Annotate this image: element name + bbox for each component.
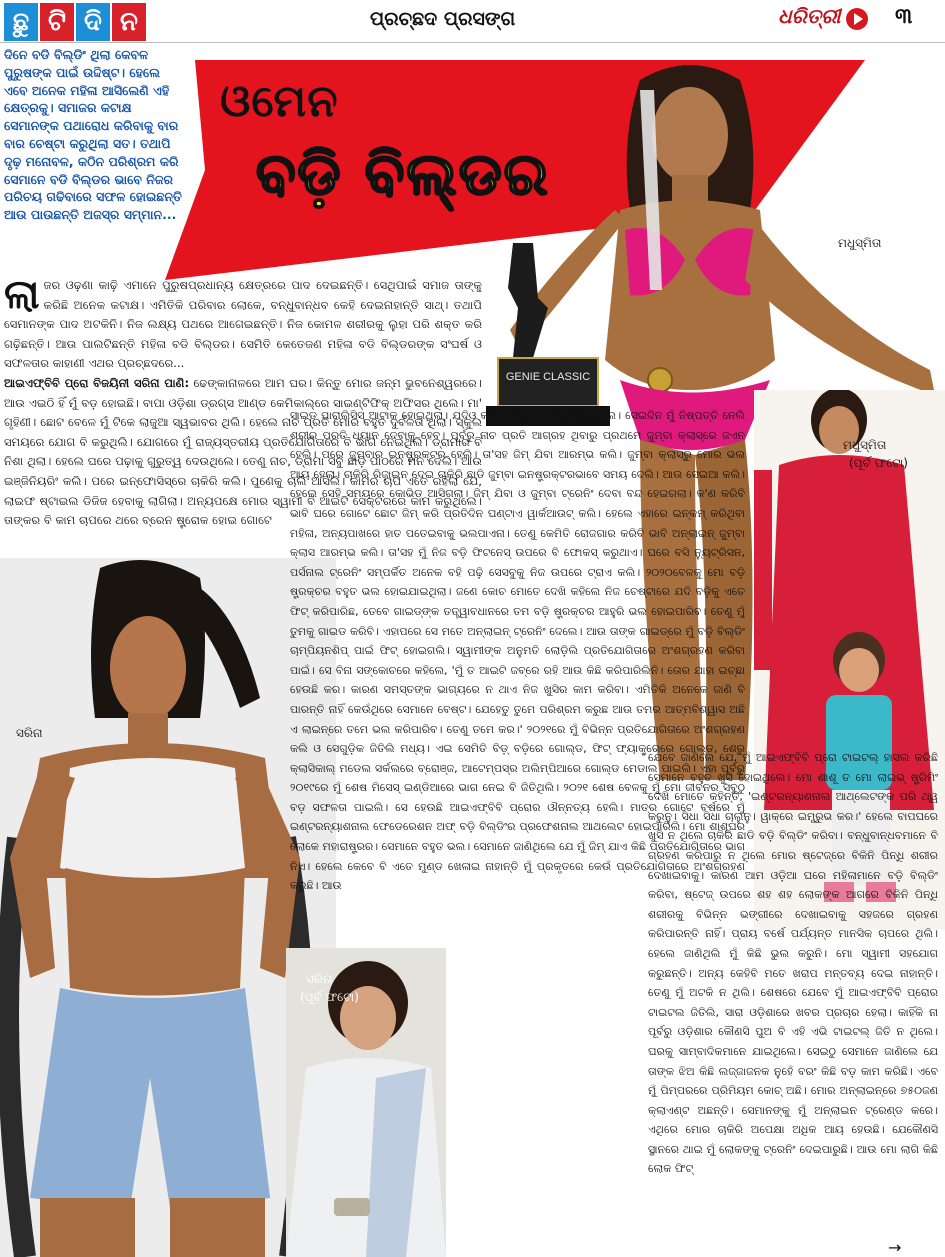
- page-header: [0, 0, 945, 43]
- caption-sarina: ସରିନା: [16, 726, 43, 740]
- body-para-2: ଢେଙ୍କାନାଳରେ ଆମ ଘର। କିନ୍ତୁ ମୋର ଜନ୍ମ ଭୁବନେଶ୍ୱରରେ। ଆଉ ଏଇଠି ହିଁ ମୁଁ ବଡ଼ ହୋଇଛି। ବାପା ଓଡ଼ିଶା ଡ୍ରଗ୍‌ସ ଆଣ୍ଡ କେମିକାଲ୍‌ରେ ସାଇଣ୍ଟିଫିକ୍ ଅଫିସର ଥିଲେ। ମା' ଗୃହିଣୀ। ଛୋଟ ବେଳେ ମୁଁ ଟିକେ ଲାଜୁଆ ସ୍ୱଭାବର ଥିଲି। ହେଲେ ନାଚ ପ୍ରତି ମୋର ବହୁତ ଦୁର୍ବଳତା ଥିଲା। ସ୍କୁଲ ସମୟରେ ଯୋଗ ବି କରୁଥିଲି। ଯୋଗରେ ମୁଁ ରାଜ୍ୟସ୍ତରୀୟ ପ୍ରତିଯୋଗିତାରେ ବି ଭାଗ ନେଇଥିଲି। ଡ୍ରାମାର ବି ନିଶା ଥିଲା। ହେଲେ ଘରେ ପଢ଼ାକୁ ଗୁରୁତ୍ୱ ଦେଉଥିଲେ। ତେଣୁ ନାଚ, ଡ୍ରାମା ସବୁ ଛାଡ଼ି ପାଠରେ ମନ ଦେଲି। ଆଉ ଇଞ୍ଜିନିୟରିଂ କଲି। ପରେ ଇନ୍‌ଫୋସିସ୍‌ରେ ଚାକିରି କଲି। ପୁଣେକୁ ଚାଲି ଆସିଲି। କାମର ଚାପ ଏତେ ରହିଲା ଯେ, ଲାଇଫ ଷ୍ଟାଇଲ ଡିଜିଜ ହେବାକୁ ଲାଗିଲା। ଅନ୍ୟପକ୍ଷେ ମୋର ସ୍ୱାମୀ ବି ଆଇଟି ସେକ୍ଟରରେ କାମ କରୁଥିଲେ। ତାଙ୍କର ବି କାମ ଚାପରେ ଥରେ ବ୍ରେନ ଷ୍ଟ୍ରୋକ ହୋଇ ଗୋଟେ: [4, 375, 482, 528]
- newspaper-logo: ଧରିତ୍ରୀ: [778, 4, 841, 28]
- section-letter: [76, 3, 110, 41]
- headline-line2: ବଡ଼ି ବିଲ୍‌ଡର: [256, 140, 550, 208]
- body-para-4: ଯେବେ ଜାଣିଲେ ଯେ, ମୁଁ ଆଇଏଫ୍‌ବିବି ପ୍ରୋ ଟାଇଟଲ୍ ହାସଲ କରିଛି ସେମାନେ ବହୁତ ଖୁସି ହୋଇଥିଲେ। ମୋ ଶାଶୂ ତ ମୋ ଲାଇଭ୍ ଷ୍ଟ୍ରିମିଂ ଦେଖି ମୋତେ କହିନ୍ତି, 'ଇଣ୍ଟରନ୍ୟାଶନାଲ ଆଥ୍‌ଲେଟଙ୍କ ପରି ଥ୍ୱ କରୁନୁ। ସିଧା ସିଧା ଚାଲୁନୁ। ୱାକ୍‌ରେ ଇମ୍ପ୍ରୁଭ କର।' ହେଲେ ବାପଘରେ ଖୁସି ନ ଥିଲେ ଚାକିରି ଛାଡି ବଡ଼ି ବିଲ୍ଡିଂ କରିବା। ବନ୍ଧୁବାନ୍ଧବମାନେ ବି ଗ୍ରହଣ କରିପାରୁ ନ ଥିଲେ ମୋର ଷ୍ଟେଜ୍‌ରେ ବିକିନି ପିନ୍ଧି ଶରୀର ଦେଖାଇବାକୁ। କାରଣ ଆମ ଓଡ଼ିଆ ଘରେ ମହିଳାମାନେ ବଡ଼ି ବିଲ୍ଡିଂ କରିବା, ଷ୍ଟେଜ୍ ଉପରେ ଶହ ଶହ ଲୋକଙ୍କ ଆଗରେ ବିକିନି ପିନ୍ଧି ଶରୀରକୁ ବିଭିନ୍ନ ଭଙ୍ଗୀରେ ଦେଖାଇବାକୁ ସହଜରେ ଗ୍ରହଣ କରିପାରନ୍ତି ନାହିଁ। ପ୍ରାୟ ବର୍ଷେ ପର୍ଯ୍ୟନ୍ତ ମାନସିକ ଚାପରେ ଥିଲି। ହେଲେ ଜାଣିଥିଲି ମୁଁ କିଛି ଭୁଲ କରୁନି। ମୋ ସ୍ୱାମୀ ସହଯୋଗ କରୁଛନ୍ତି। ଅନ୍ୟ କେହିବି ମତେ ଖରାପ ମନ୍ତବ୍ୟ ଦେଇ ନାହାନ୍ତି। ତେଣୁ ମୁଁ ଅଟକି ନ ଥିଲି। ଶେଷରେ ଯେବେ ମୁଁ ଆଇଏଫ୍‌ବିବି ପ୍ରୋର ଟାଇଟଲ ଜିତିଲି, ସାରା ଓଡ଼ିଶାରେ ଖବର ପ୍ରଚାର ହେଲା। କାହିଁକି ନା ପୂର୍ବରୁ ଓଡ଼ିଶାର କୌଣସି ପୁଅ ବି ଏହି ଏଭି ଟାଇଟଲ୍ ଜିତି ନ ଥିଲେ। ଘରକୁ ସାମ୍ବାଦିକମାନେ ଯାଇଥିଲେ। ସେଇଠୁ ସେମାନେ ଜାଣିଲେ ଯେ ତାଙ୍କ ଝିଅ କିଛି ଲଜ୍ଜାଜନକ ନୁହେଁ ବରଂ କିଛି ବଡ଼ କାମ କରିଛି। ଏବେ ମୁଁ ପିମ୍ପରରେ ପ୍ରିମିୟମ କୋଚ୍ ଅଛି। ମୋର ଅନ୍‌ଲାଇନ୍‌ରେ ୭୫୦ଜଣ କ୍ଲାଏଣ୍ଟ ଅଛନ୍ତି। ସେମାନଙ୍କୁ ମୁଁ ଅନ୍‌ଲାଇନ ଟ୍ରେଣ୍ଡ କରେ। ଏଥିରେ ମୋର ଚାକିରି ଅପେକ୍ଷା ଅଧିକ ଆୟ ହେଉଛି। ଯେକୌଣସି ସ୍ଥାନରେ ଥାଇ ମୁଁ ଲୋକଙ୍କୁ ଟ୍ରେନିଂ ଦେଇପାରୁଛି। ଆଉ ମୋ ଲାଗି କିଛି ଲୋକ ଫିଟ୍: [648, 751, 938, 1176]
- trophy-image: [478, 238, 618, 428]
- caption-madhusmita: ମଧୁସ୍ମିତା: [838, 236, 882, 250]
- section-letter-text: ଛୁ: [12, 7, 30, 37]
- sarina-lead: ଆଇଏଫ୍‌ବିବି ପ୍ରୋ ବିଜୟିନୀ ସରିନା ପାଣି:: [4, 375, 190, 390]
- caption-sarina-old-sub: (ପୂର୍ବ ଫଟୋ): [300, 990, 359, 1004]
- page-number: ୩: [895, 4, 913, 29]
- body-column-right: [648, 748, 938, 1179]
- section-letter: [4, 3, 38, 41]
- section-letter-text: ଟି: [47, 7, 67, 37]
- headline-line1: ଓମେନ: [220, 76, 339, 127]
- section-letter-text: ଦି: [84, 7, 102, 37]
- section-letter: [40, 3, 74, 41]
- section-letter: [112, 3, 146, 41]
- continue-arrow-icon: →: [888, 1238, 902, 1257]
- caption-sarina-old: ସରିନା: [306, 972, 333, 986]
- play-icon: [846, 8, 868, 30]
- body-para-3: ସାଇଡ ପାରାଲିସିସ୍ ଆଟାକ ହୋଇଥିଲା। ଯଦିଓ କମ୍ ଦିନରେ ସେ ସୁସ୍ଥ ହୋଇଗଲେ। ସେଇଦିନ ମୁଁ ନିଷ୍ପତ୍ତି ନେଲି ଶରୀର ପ୍ରତି ଧ୍ୟାନ ଦେବାକୁ ହେବ। ପୂର୍ବରୁ ନାଚ ପ୍ରତି ଆଗ୍ରହ ଥିବାରୁ ପ୍ରଥମେ ଜୁମ୍ବା କ୍ଲାସ୍‌ରେ ଜଏନ ହେଲି। ପରେ ଜୁମ୍ବାର ଇନଷ୍ଟ୍ରକ୍ଟର ହେଲି। ତା'ସହ ଜିମ୍ ଯିବା ଆରମ୍ଭ କଲି। ଜୁମ୍ବା କ୍ଲାସ୍‌ରୁ ମୋର ଭଲ ଆୟ ହେଲା। ଚାକିରି ରିଜ଼ାଇନ ଦେଇ ଚାକିରି ଛାଡି ଜୁମ୍ବା ଇନଷ୍ଟ୍ରକ୍ଟରଭାବେ ସମୟ ଦେଲି। ଆଉ ସେଇଆ କଲି। ହେଲେ ସେହି ସମୟରେ କୋଭିଡ୍ ଆସିଗଲା। ଜିମ୍ ଯିବା ଓ ଜୁମ୍ବା ଟ୍ରେନିଂ ଦେବା ବନ୍ଦ ହେଇଗଲା। କ'ଣ କରିବି ଭାବି ଘରେ ଗୋଟେ ଛୋଟ ଜିମ୍ କରି ପ୍ରତିଦିନ ଘଣ୍ଟାଏ ୱାର୍କଆଉଟ୍ କଲି। ହେଲେ ଏହାରେ ଇନ୍‌କମ୍ କରିଥିବା ମହିଳା, ଅନ୍ୟପାଖରେ ହାତ ପତେଇବାକୁ ଭଲପାଏନା। ତେଣୁ କେମିତି ରୋଜଗାର କରିବି ଭାବି ଅନ୍‌ଲାଇନ୍ ଜୁମ୍ବା କ୍ଲାସ ଆରମ୍ଭ କଲି। ତା'ସହ ମୁଁ ନିଜ ବଡ଼ି ଫିଟନେସ୍ ଉପରେ ବି ଫୋକସ୍ କରୁଥାଏ। ଘରେ ବସି ନ୍ୟୁଟ୍ରିସନ, ପର୍ସନାଲ ଟ୍ରେନିଂ ସମ୍ପର୍କିତ ଅନେକ ବହି ପଢ଼ି ସେସବୁକୁ ନିଜ ଉପରେ ଟ୍ରାଏ କଲି। ୨୦୨୦ବେଳକୁ ମୋ ବଡ଼ି ଷ୍ଟ୍ରକ୍ଚର ବହୁତ ଭଲ ହୋଇଯାଇଥିଲା। ଜଣେ କୋଚ ମୋତେ ଦେଖି କହିଲେ ନିଜ ଚେଷ୍ଟାରେ ଯଦି ବଡ଼ିକୁ ଏତେ ଫିଟ୍ କରିପାରିଛ, ତେବେ ଗାଇଡ୍‌ଙ୍କ ତତ୍ତ୍ୱାବଧାନରେ ତମ ବଡ଼ି ଷ୍ଟ୍ରକ୍ଚର ଆହୁରି ଭଲ ହୋଇପାରିବ। ତେଣୁ ମୁଁ ତୁମକୁ ଗାଇଡ କରିବି। ଏହାପରେ ସେ ମତେ ଅନ୍‌ଲାଇନ୍ ଟ୍ରେନିଂ ଦେଲେ। ଆଉ ତାଙ୍କ ଗାଇଡ୍‌ରେ ମୁଁ ବଡ଼ି ବିଲ୍ଡିଂ ଚାମ୍ପିୟନଶିପ୍ ପାଇଁ ଫିଟ୍ ହୋଇଗଲି। ସ୍ୱାମୀଙ୍କ ଅନୁମତି ଲୋଡ଼ିଲି ପ୍ରତିଯୋଗିତାରେ ଅଂଶଗ୍ରହଣ କରିବା ପାଇଁ। ସେ ବିନା ସଙ୍କୋଚରେ କହିଲେ, 'ମୁଁ ତ ଆଇଟି ଜବ୍‌ରେ ରହି ଆଉ କିଛି କରିପାରିଲିନି। ତୋର ଯାହା ଇଚ୍ଛା ହେଉଛି କର। କାରଣ ସମସ୍ତଙ୍କ ଭାଗ୍ୟରେ ନ ଥାଏ ନିଜ ଖୁସିର କାମ କରିବା। ଏମିତିକି ଅନେକେ ଜାଣି ବି ପାରନ୍ତି ନାହିଁ କେଉଁଥିରେ ସେମାନେ ବେଷ୍ଟ। ଯେହେତୁ ତୁମେ ପରିଶ୍ରମ କରୁଛ ଆଉ ତମର ଆତ୍ମବିଶ୍ୱାସ ଅଛି ଏ ଲାଇନ୍‌ରେ ତମେ ଭଲ କରିପାରିବ। ତେଣୁ ତମେ କର।' ୨୦୨୧ରେ ମୁଁ ବିଭିନ୍ନ ପ୍ରତିଯୋଗିତାରେ ଅଂଶଗ୍ରହଣ କଲି ଓ ସେଗୁଡ଼ିକ ଜିତିଲି ମଧ୍ୟ। ଏଇ ସେମିତି ବିଡ଼୍ ବଡ଼ିରେ ଗୋଲ୍ଡ, ଫିଟ୍ ଫ୍ୟାକ୍ଟ୍ରେରେ ଗୋଲ୍ଡ, ଶେରୁ କ୍ଲାସିକାଲ୍ ମଡେଲ ସର୍କଲରେ ବ୍ରୋଞ୍ଜ, ଆଟେମ୍ପସ୍‌ର ଅଲିମ୍ପିଆରେ ଗୋଲ୍ଡ ମେଡାଲ ପାଇଲି। ଏହା ପୂର୍ବରୁ ୨୦୧୯ରେ ମୁଁ ଶେଷ ମିସେସ୍ ଇଣ୍ଡିଆରେ ଭାଗ ନେଇ ବି ଜିତିଥିଲି। ୨୦୨୧ ଶେଷ ବେଳକୁ ମୁଁ ମୋ ଜୀବନର ସବୁଠୁ ବଡ଼ ସଫଳତା ପାଇଲି। ସେ ହେଉଛି ଆଇଏଫ୍‌ବିବି ପ୍ରୋର ଔନ୍ନତ୍ୟ ହେଲି। ମାତ୍ର ଗୋଟେ ବର୍ଷରେ ମୁଁ ଇଣ୍ଟରନ୍ୟାଶନାଲ ଫେଡେରେଶନ ଅଫ୍ ବଡ଼ି ବିଲ୍ଡିଂର ପ୍ରଫେଶନାଲ ଆଥଲେଟ ହୋଇପାରିଲି। ମୋ ଶାଶୂଘର ଲୋକେ ମହାରାଷ୍ଟ୍ରର। ସେମାନେ ବହୁତ ଭଲ। ସେମାନେ ଜାଣିଥିଲେ ଯେ ମୁଁ ଜିମ୍ ଯାଏ କିଛି ପ୍ରତିଯୋଗିତାରେ ଭାଗ ନିଏ। ହେଲେ କେବେ ବି ଏତେ ମୁଣ୍ଡ ଖେଳାଇ ନାହାନ୍ତି ମୁଁ ପ୍ରକୃତରେ କେଉଁ ପ୍ରତିଯୋଗିତାରେ ଅଂଶଗ୍ରହଣ କରୁଛି। ଆଉ: [290, 409, 745, 893]
- trophy-label: GENIE CLASSIC: [505, 371, 591, 383]
- caption-madhusmita-old: ମଧୁସ୍ମିତା: [843, 438, 887, 452]
- caption-madhusmita-old-sub: (ପୂର୍ବ ଫଟୋ): [849, 456, 908, 470]
- section-title: ପ୍ରଚ୍ଛଦ ପ୍ରସଙ୍ଗ: [370, 8, 516, 30]
- dropcap: ଲା: [4, 276, 40, 318]
- section-letter-text: ନ: [120, 7, 138, 37]
- intro-text: ଦିନେ ବଡି ବିଲ୍ଡିଂ ଥିଲା କେବଳ ପୁରୁଷଙ୍କ ପାଇଁ ଉଦ୍ଦିଷ୍ଟ। ହେଲେ ଏବେ ଅନେକ ମହିଳା ଆସିଲେଣି ଏହି କ୍ଷେତ୍ରକୁ। ସମାଜର କଟାକ୍ଷ ସେମାନଙ୍କ ପଥାରୋଧ କରିବାକୁ ବାର ବାର ଚେଷ୍ଟା କରୁଥିଲା ସତ। ତଥାପି ଦୃଢ଼ ମନୋବଳ, କଠିନ ପରିଶ୍ରମ କରି ସେମାନେ ବଡି ବିଲ୍ଡର ଭାବେ ନିଜର ପରିଚୟ ଗଢିବାରେ ସଫଳ ହୋଇଛନ୍ତି ଆଉ ପାଉଛନ୍ତି ଅଜସ୍ର ସମ୍ମାନ...: [4, 47, 182, 223]
- body-para-1: ଜର ଓଢ଼ଣା କାଢ଼ି ଏମାନେ ପୁରୁଷପ୍ରଧାନ୍ୟ କ୍ଷେତ୍ରରେ ପାଦ ଦେଇଛନ୍ତି। ସେଥିପାଇଁ ସମାଜ ତାଙ୍କୁ କରିଛି ଅନେକ କଟାକ୍ଷ। ଏମିତିକି ପରିବାର ଲୋକେ, ବନ୍ଧୁବାନ୍ଧବ କେହି ଦେଇନାହାନ୍ତି ସାଥ୍। ତଥାପି ସେମାନଙ୍କ ପାଦ ଅଟକିନି। ନିଜ ଲକ୍ଷ୍ୟ ପଥରେ ଆଗେଇଛନ୍ତି। ନିଜ କୋମଳ ଶରୀରକୁ ଲୁହା ପରି ଶକ୍ତ କରି ଗଢ଼ିଛନ୍ତି। ଆଉ ପାଲଟିଛନ୍ତି ମହିଳା ବଡି ବିଲ୍ଡର। ସେମିତି କେତେଜଣ ମହିଳା ବଡି ବିଲ୍ଡରଙ୍କ ସଂଘର୍ଷ ଓ ସଫଳତାର କାହାଣୀ ଏଥର ପ୍ରଚ୍ଛଦରେ...: [4, 278, 482, 371]
